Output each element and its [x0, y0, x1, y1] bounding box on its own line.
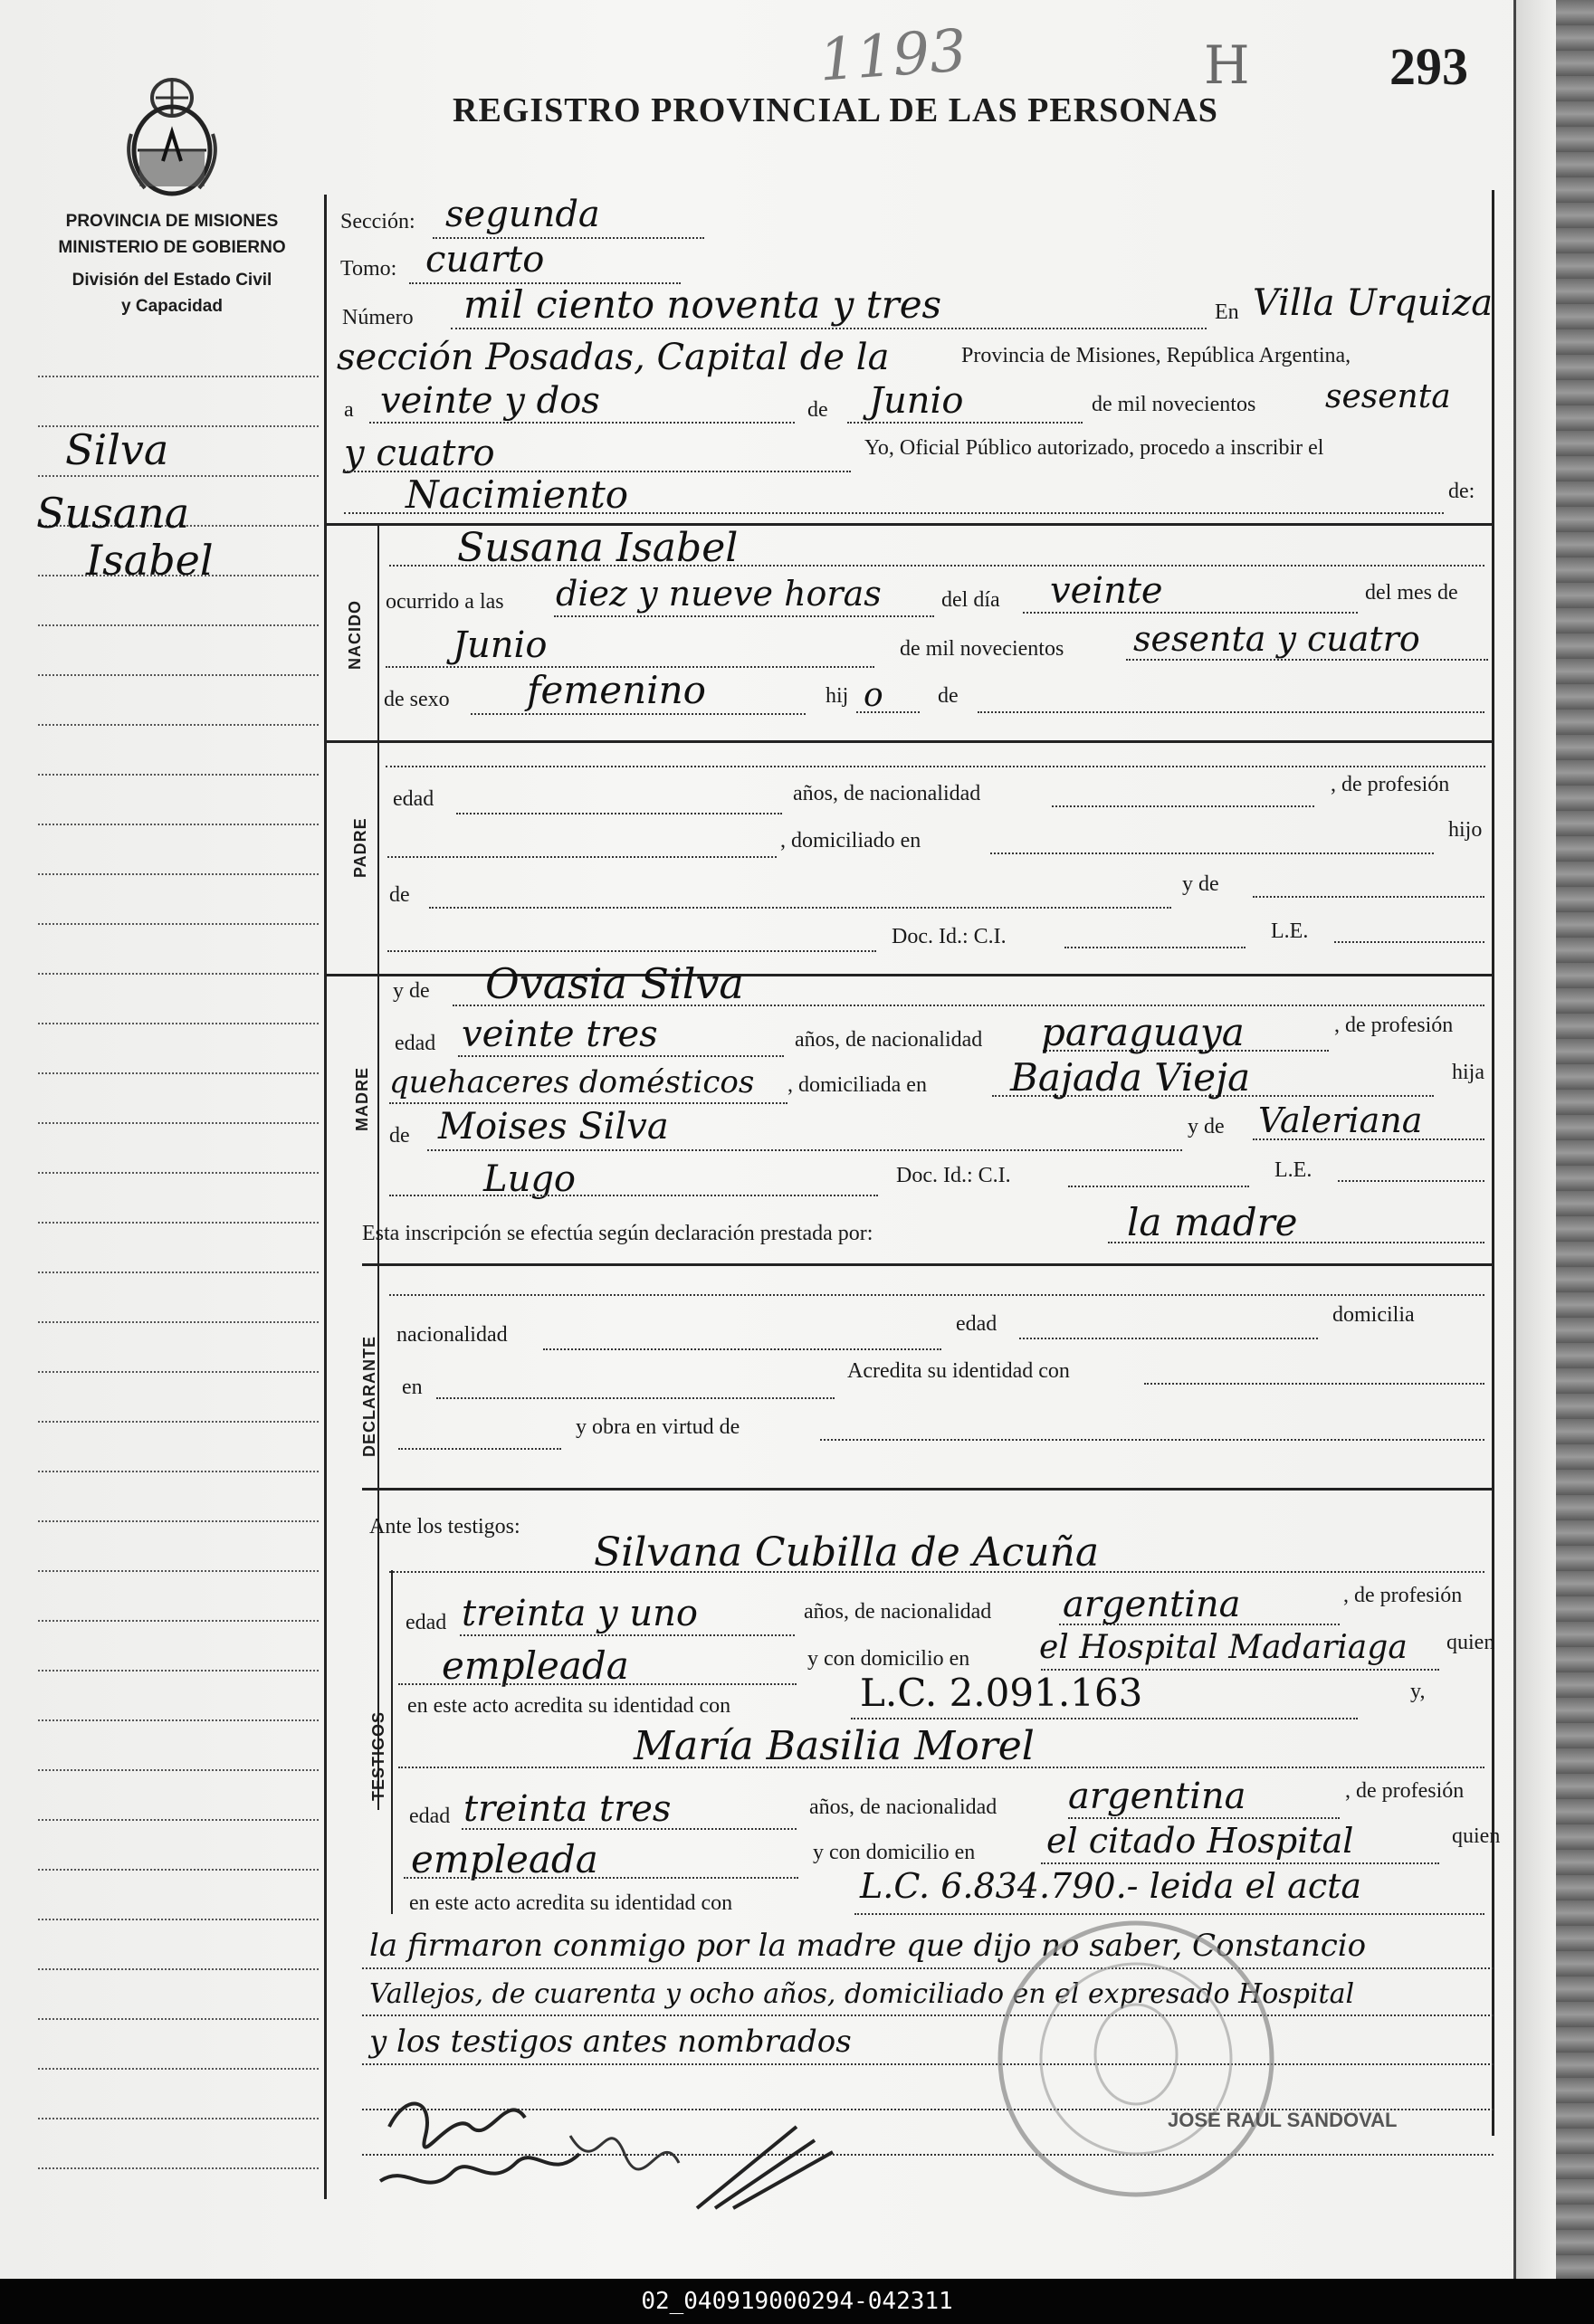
nacido-de-label: de	[938, 684, 959, 708]
testigo-1-edad: treinta y uno	[462, 1593, 698, 1634]
declarante-top-rule	[362, 1263, 1494, 1266]
numero-label: Número	[342, 306, 414, 329]
padre-edad-label: edad	[393, 787, 434, 811]
madre-madre-nombre: Valeriana	[1258, 1100, 1423, 1140]
padre-top-rule	[324, 740, 1494, 743]
numero-value: mil ciento noventa y tres	[463, 282, 942, 327]
fecha-anio-value: sesenta	[1325, 378, 1451, 415]
hijo-suffix: o	[864, 677, 883, 714]
handwritten-record-number: 1193	[816, 17, 969, 95]
testigo-1-profesion-label: , de profesión	[1343, 1584, 1463, 1607]
testigo-2-nombre: María Basilia Morel	[634, 1723, 1035, 1769]
madre-y-de2-label: y de	[1188, 1115, 1225, 1138]
madre-section-label: MADRE	[353, 1067, 371, 1131]
sexo-label: de sexo	[384, 688, 450, 711]
testigo-2-acredita-label: en este acto acredita su identidad con	[409, 1891, 733, 1915]
testigo-1-nombre: Silvana Cubilla de Acuña	[594, 1529, 1100, 1576]
fecha-dia-value: veinte y dos	[380, 380, 600, 422]
fecha-de-label: de	[807, 398, 828, 422]
lugar-value-2: sección Posadas, Capital de la	[337, 337, 890, 378]
witness-inner-rule	[391, 1570, 393, 1914]
madre-le-label: L.E.	[1274, 1158, 1312, 1182]
declarante-nacionalidad-label: nacionalidad	[396, 1323, 508, 1347]
page-edge	[1513, 0, 1558, 2279]
oficial-nombre: JOSE RAUL SANDOVAL	[1168, 2109, 1398, 2131]
testigo-1-domicilio-label: y con domicilio en	[807, 1647, 970, 1671]
testigo-1-nacionalidad: argentina	[1063, 1584, 1241, 1625]
madre-anos-label: años, de nacionalidad	[795, 1028, 983, 1052]
declaracion-text: Esta inscripción se efectúa según declaración prestada por:	[362, 1222, 873, 1245]
fecha-mes-value: Junio	[869, 380, 964, 422]
book-binding	[1556, 0, 1594, 2279]
madre-de-label: de	[389, 1124, 410, 1148]
division-name-2: y Capacidad	[121, 297, 223, 316]
declarante-obra-label: y obra en virtud de	[576, 1415, 740, 1439]
madre-madre-apellido: Lugo	[483, 1158, 577, 1200]
madre-padre-nombre: Moises Silva	[438, 1106, 669, 1148]
madre-domiciliada-label: , domiciliada en	[787, 1073, 927, 1097]
nacido-anio: sesenta y cuatro	[1133, 619, 1420, 659]
madre-hija-label: hija	[1452, 1061, 1484, 1084]
fecha-anio-label: de mil novecientos	[1092, 393, 1256, 416]
testigo-2-edad-label: edad	[409, 1805, 451, 1828]
declarante-section-label: DECLARANTE	[360, 1336, 378, 1457]
page-number: 293	[1389, 37, 1468, 96]
del-mes-label: del mes de	[1365, 581, 1458, 605]
provincia-text: Provincia de Misiones, República Argentina,	[961, 344, 1351, 367]
declaracion-valor: la madre	[1127, 1200, 1298, 1244]
declarante-domicilia-label: domicilia	[1332, 1303, 1415, 1327]
margin-first-name: Susana	[36, 489, 190, 538]
nacido-sexo: femenino	[527, 668, 706, 712]
acto-value: Nacimiento	[406, 472, 629, 517]
padre-le-label: L.E.	[1271, 919, 1309, 943]
testigo-2-edad: treinta tres	[463, 1788, 672, 1830]
main-left-rule	[324, 195, 327, 2199]
padre-profesion-label: , de profesión	[1331, 773, 1450, 796]
ministry-name: MINISTERIO DE GOBIERNO	[58, 238, 286, 257]
declarante-edad-label: edad	[956, 1312, 997, 1336]
testigo-2-quien-label: quien	[1452, 1824, 1501, 1848]
padre-hijo-label: hijo	[1448, 818, 1483, 842]
padre-de-label: de	[389, 883, 410, 907]
testigo-2-documento: L.C. 6.834.790.- leida el acta	[860, 1866, 1362, 1906]
testigo-2-anos-label: años, de nacionalidad	[809, 1795, 997, 1819]
nacido-section-label: NACIDO	[346, 600, 364, 670]
testigo-2-domicilio-label: y con domicilio en	[813, 1841, 976, 1864]
acto-de-label: de:	[1448, 480, 1475, 503]
padre-anos-label: años, de nacionalidad	[793, 782, 981, 805]
testigo-1-edad-label: edad	[406, 1611, 447, 1634]
testigo-2-profesion-label: , de profesión	[1345, 1779, 1465, 1803]
seccion-label: Sección:	[340, 210, 415, 233]
testigos-section-label: TESTIGOS	[369, 1710, 387, 1801]
testigo-2-domicilio: el citado Hospital	[1046, 1821, 1354, 1861]
testigo-1-acredita-label: en este acto acredita su identidad con	[407, 1694, 731, 1718]
nacido-hora: diez y nueve horas	[556, 574, 882, 614]
handwritten-mark: H	[1204, 34, 1250, 96]
division-name-1: División del Estado Civil	[72, 271, 272, 290]
cierre-linea-2: Vallejos, de cuarenta y ocho años, domiciliado en el expresado Hospital	[369, 1978, 1355, 2010]
testigo-1-y-label: y,	[1410, 1680, 1426, 1703]
document-title: REGISTRO PROVINCIAL DE LAS PERSONAS	[453, 91, 1218, 129]
fecha-a-label: a	[344, 398, 354, 422]
testigo-2-nacionalidad: argentina	[1068, 1776, 1246, 1817]
testigo-1-quien-label: quien	[1446, 1631, 1495, 1654]
ocurrido-label: ocurrido a las	[386, 590, 504, 614]
padre-y-de-label: y de	[1182, 872, 1219, 896]
declarante-en-label: en	[402, 1376, 423, 1399]
fecha-anio-value-2: y cuatro	[344, 433, 495, 474]
declarante-acredita-label: Acredita su identidad con	[847, 1359, 1070, 1383]
official-seal-stamp	[987, 1910, 1285, 2208]
image-id-footer: 02_040919000294-042311	[0, 2279, 1594, 2324]
madre-profesion: quehaceres domésticos	[389, 1064, 755, 1100]
madre-edad: veinte tres	[462, 1014, 658, 1055]
margin-surname: Silva	[65, 425, 169, 474]
testigos-ante-label: Ante los testigos:	[369, 1515, 520, 1538]
testigo-1-anos-label: años, de nacionalidad	[804, 1600, 992, 1624]
lugar-value: Villa Urquiza	[1253, 282, 1494, 324]
cierre-linea-3: y los testigos antes nombrados	[369, 2024, 852, 2060]
nacido-dia: veinte	[1050, 570, 1163, 612]
testigo-1-domicilio: el Hospital Madariaga	[1039, 1629, 1408, 1666]
madre-domicilio: Bajada Vieja	[1010, 1055, 1251, 1100]
signature-scribbles	[371, 2072, 914, 2217]
madre-profesion-label: , de profesión	[1334, 1014, 1454, 1037]
nacido-nombre: Susana Isabel	[457, 525, 739, 571]
madre-doc-label: Doc. Id.: C.I.	[896, 1164, 1011, 1187]
madre-y-de-label: y de	[393, 979, 430, 1003]
seccion-value: segunda	[445, 194, 600, 235]
yo-text: Yo, Oficial Público autorizado, procedo a inscribir el	[864, 436, 1324, 460]
del-dia-label: del día	[941, 588, 1000, 612]
hijo-label: hij	[826, 684, 849, 708]
madre-nombre: Ovasia Silva	[485, 959, 744, 1008]
nacido-mes: Junio	[453, 624, 548, 666]
testigo-1-profesion: empleada	[442, 1643, 629, 1688]
margin-middle-name: Isabel	[86, 536, 214, 585]
padre-section-label: PADRE	[351, 817, 369, 878]
madre-edad-label: edad	[395, 1032, 436, 1055]
tomo-label: Tomo:	[340, 257, 397, 281]
testigo-2-profesion: empleada	[411, 1837, 598, 1881]
madre-nacionalidad: paraguaya	[1041, 1010, 1245, 1054]
tomo-value: cuarto	[425, 239, 545, 281]
nacido-anio-label: de mil novecientos	[900, 637, 1064, 661]
section-inner-rule	[377, 525, 379, 1810]
testigos-top-rule	[362, 1488, 1494, 1491]
en-label: En	[1215, 300, 1239, 324]
padre-domiciliado-label: , domiciliado en	[780, 829, 921, 852]
cierre-linea-1: la firmaron conmigo por la madre que dijo no saber, Constancio	[369, 1928, 1367, 1964]
padre-doc-label: Doc. Id.: C.I.	[892, 925, 1007, 948]
testigo-1-documento: L.C. 2.091.163	[860, 1671, 1143, 1715]
coat-of-arms-emblem	[118, 71, 226, 197]
province-name: PROVINCIA DE MISIONES	[65, 212, 279, 231]
